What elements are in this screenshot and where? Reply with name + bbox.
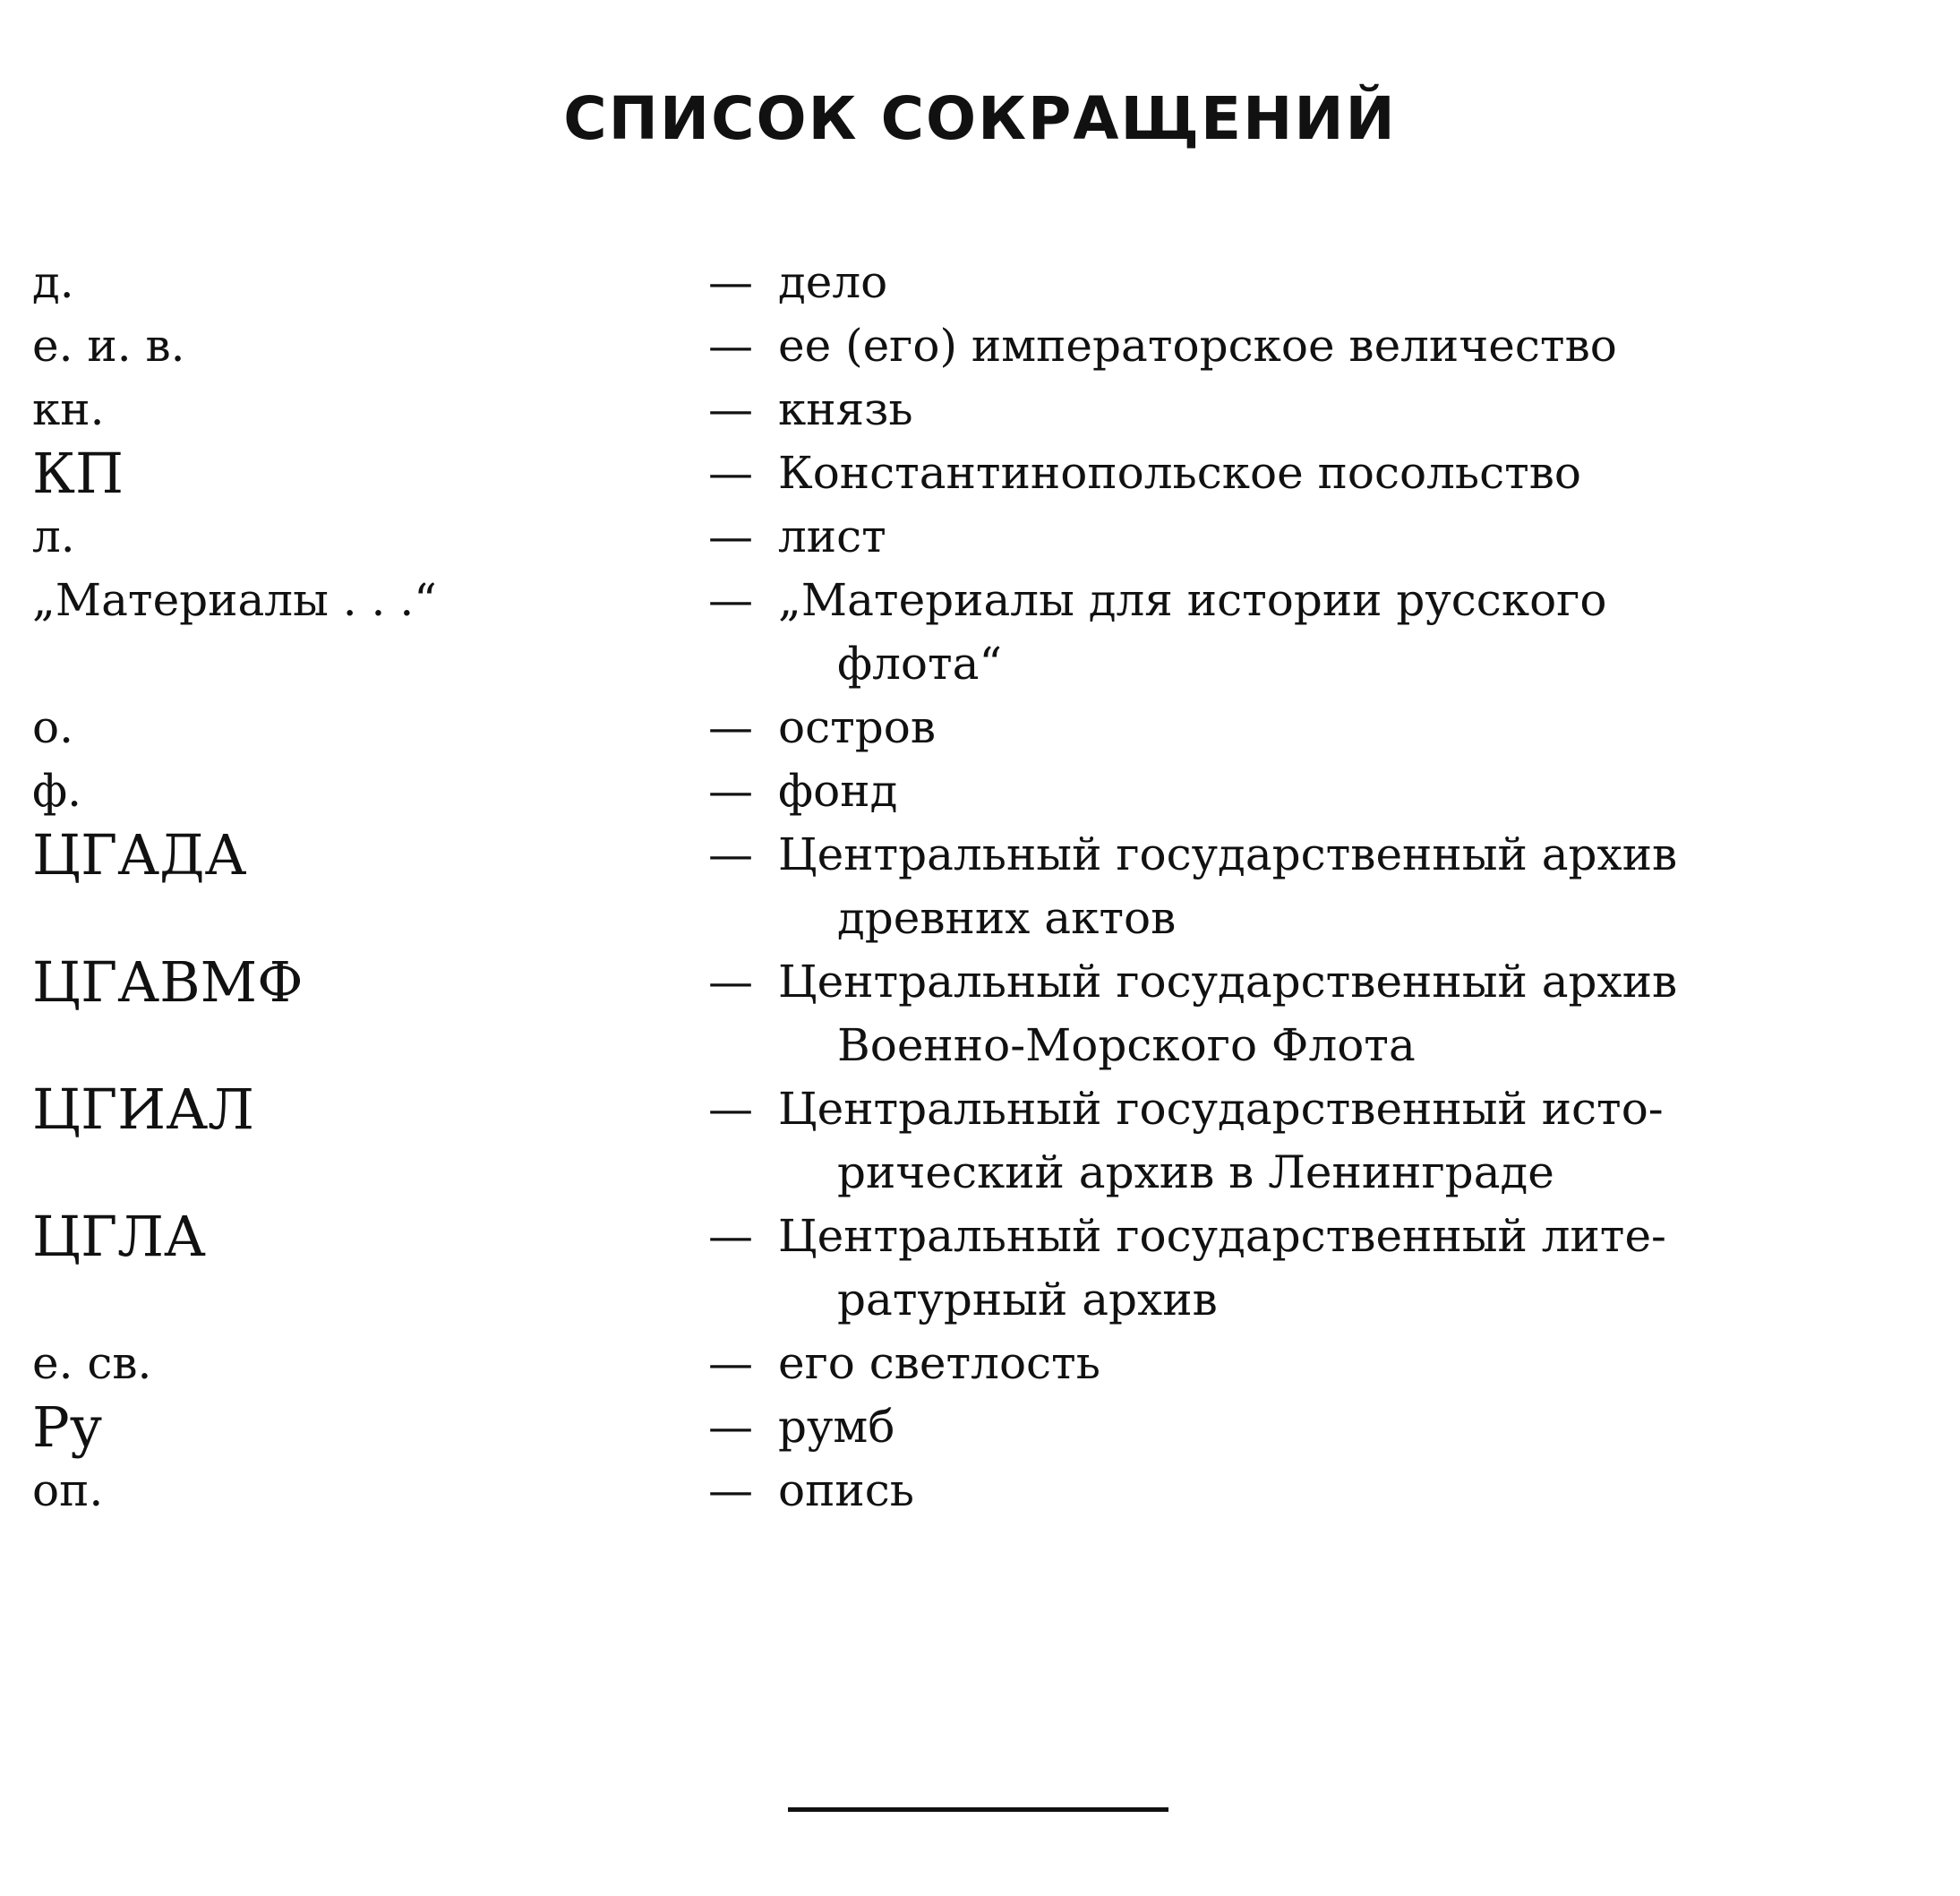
dash: — bbox=[708, 956, 753, 1008]
abbreviation: е. и. в. bbox=[32, 320, 185, 372]
abbreviation-list bbox=[32, 251, 1930, 1523]
definition: лист bbox=[778, 510, 886, 562]
definition: остров bbox=[778, 701, 937, 753]
definition: „Материалы для истории русского bbox=[778, 574, 1607, 626]
abbreviation: КП bbox=[32, 441, 124, 506]
abbreviation: „Материалы . . .“ bbox=[32, 574, 437, 626]
list-item bbox=[32, 1395, 1930, 1459]
definition: его светлость bbox=[778, 1337, 1100, 1389]
abbreviation: ЦГАДА bbox=[32, 822, 247, 888]
definition: фонд bbox=[778, 765, 898, 817]
abbreviation: д. bbox=[32, 256, 74, 308]
dash: — bbox=[708, 1210, 753, 1262]
abbreviation: о. bbox=[32, 701, 73, 753]
definition: опись bbox=[778, 1464, 914, 1516]
dash: — bbox=[708, 256, 753, 308]
definition-continuation: древних актов bbox=[837, 892, 1177, 944]
definition: Центральный государственный архив bbox=[778, 828, 1678, 880]
page-title: СПИСОК СОКРАЩЕНИЙ bbox=[563, 84, 1397, 153]
definition-continuation: Военно-Морского Флота bbox=[837, 1019, 1416, 1071]
list-item bbox=[32, 378, 1930, 442]
list-item bbox=[32, 569, 1930, 696]
dash: — bbox=[708, 1464, 753, 1516]
definition: Центральный государственный лите- bbox=[778, 1210, 1666, 1262]
list-item bbox=[32, 505, 1930, 569]
definition: ее (его) императорское величество bbox=[778, 320, 1617, 372]
dash: — bbox=[708, 1401, 753, 1453]
definition: Центральный государственный исто- bbox=[778, 1083, 1664, 1135]
definition: дело bbox=[778, 256, 888, 308]
dash: — bbox=[708, 828, 753, 880]
abbreviation: е. св. bbox=[32, 1337, 152, 1389]
abbreviation: л. bbox=[32, 510, 75, 562]
dash: — bbox=[708, 383, 753, 435]
abbreviation: ф. bbox=[32, 765, 82, 817]
dash: — bbox=[708, 447, 753, 499]
abbreviation: ЦГИАЛ bbox=[32, 1077, 254, 1142]
abbreviation: Ру bbox=[32, 1394, 103, 1460]
definition-continuation: рический архив в Ленинграде bbox=[837, 1146, 1554, 1198]
list-item bbox=[32, 950, 1930, 1077]
abbreviation: ЦГЛА bbox=[32, 1204, 206, 1269]
definition-continuation: ратурный архив bbox=[837, 1274, 1218, 1325]
end-divider bbox=[788, 1807, 1168, 1812]
list-item bbox=[32, 251, 1930, 314]
list-item bbox=[32, 759, 1930, 823]
list-item bbox=[32, 314, 1930, 378]
definition-continuation: флота“ bbox=[837, 638, 1003, 690]
abbreviation: ЦГАВМФ bbox=[32, 949, 304, 1015]
list-item bbox=[32, 442, 1930, 505]
dash: — bbox=[708, 510, 753, 562]
abbreviation: кн. bbox=[32, 383, 105, 435]
dash: — bbox=[708, 1337, 753, 1389]
dash: — bbox=[708, 574, 753, 626]
abbreviation: оп. bbox=[32, 1464, 104, 1516]
list-item bbox=[32, 823, 1930, 950]
definition: румб bbox=[778, 1401, 895, 1453]
list-item bbox=[32, 696, 1930, 759]
definition: князь bbox=[778, 383, 913, 435]
dash: — bbox=[708, 1083, 753, 1135]
list-item bbox=[32, 1332, 1930, 1395]
list-item bbox=[32, 1459, 1930, 1523]
list-item bbox=[32, 1077, 1930, 1205]
dash: — bbox=[708, 765, 753, 817]
list-item bbox=[32, 1205, 1930, 1332]
definition: Константинопольское посольство bbox=[778, 447, 1582, 499]
dash: — bbox=[708, 320, 753, 372]
definition: Центральный государственный архив bbox=[778, 956, 1678, 1008]
dash: — bbox=[708, 701, 753, 753]
